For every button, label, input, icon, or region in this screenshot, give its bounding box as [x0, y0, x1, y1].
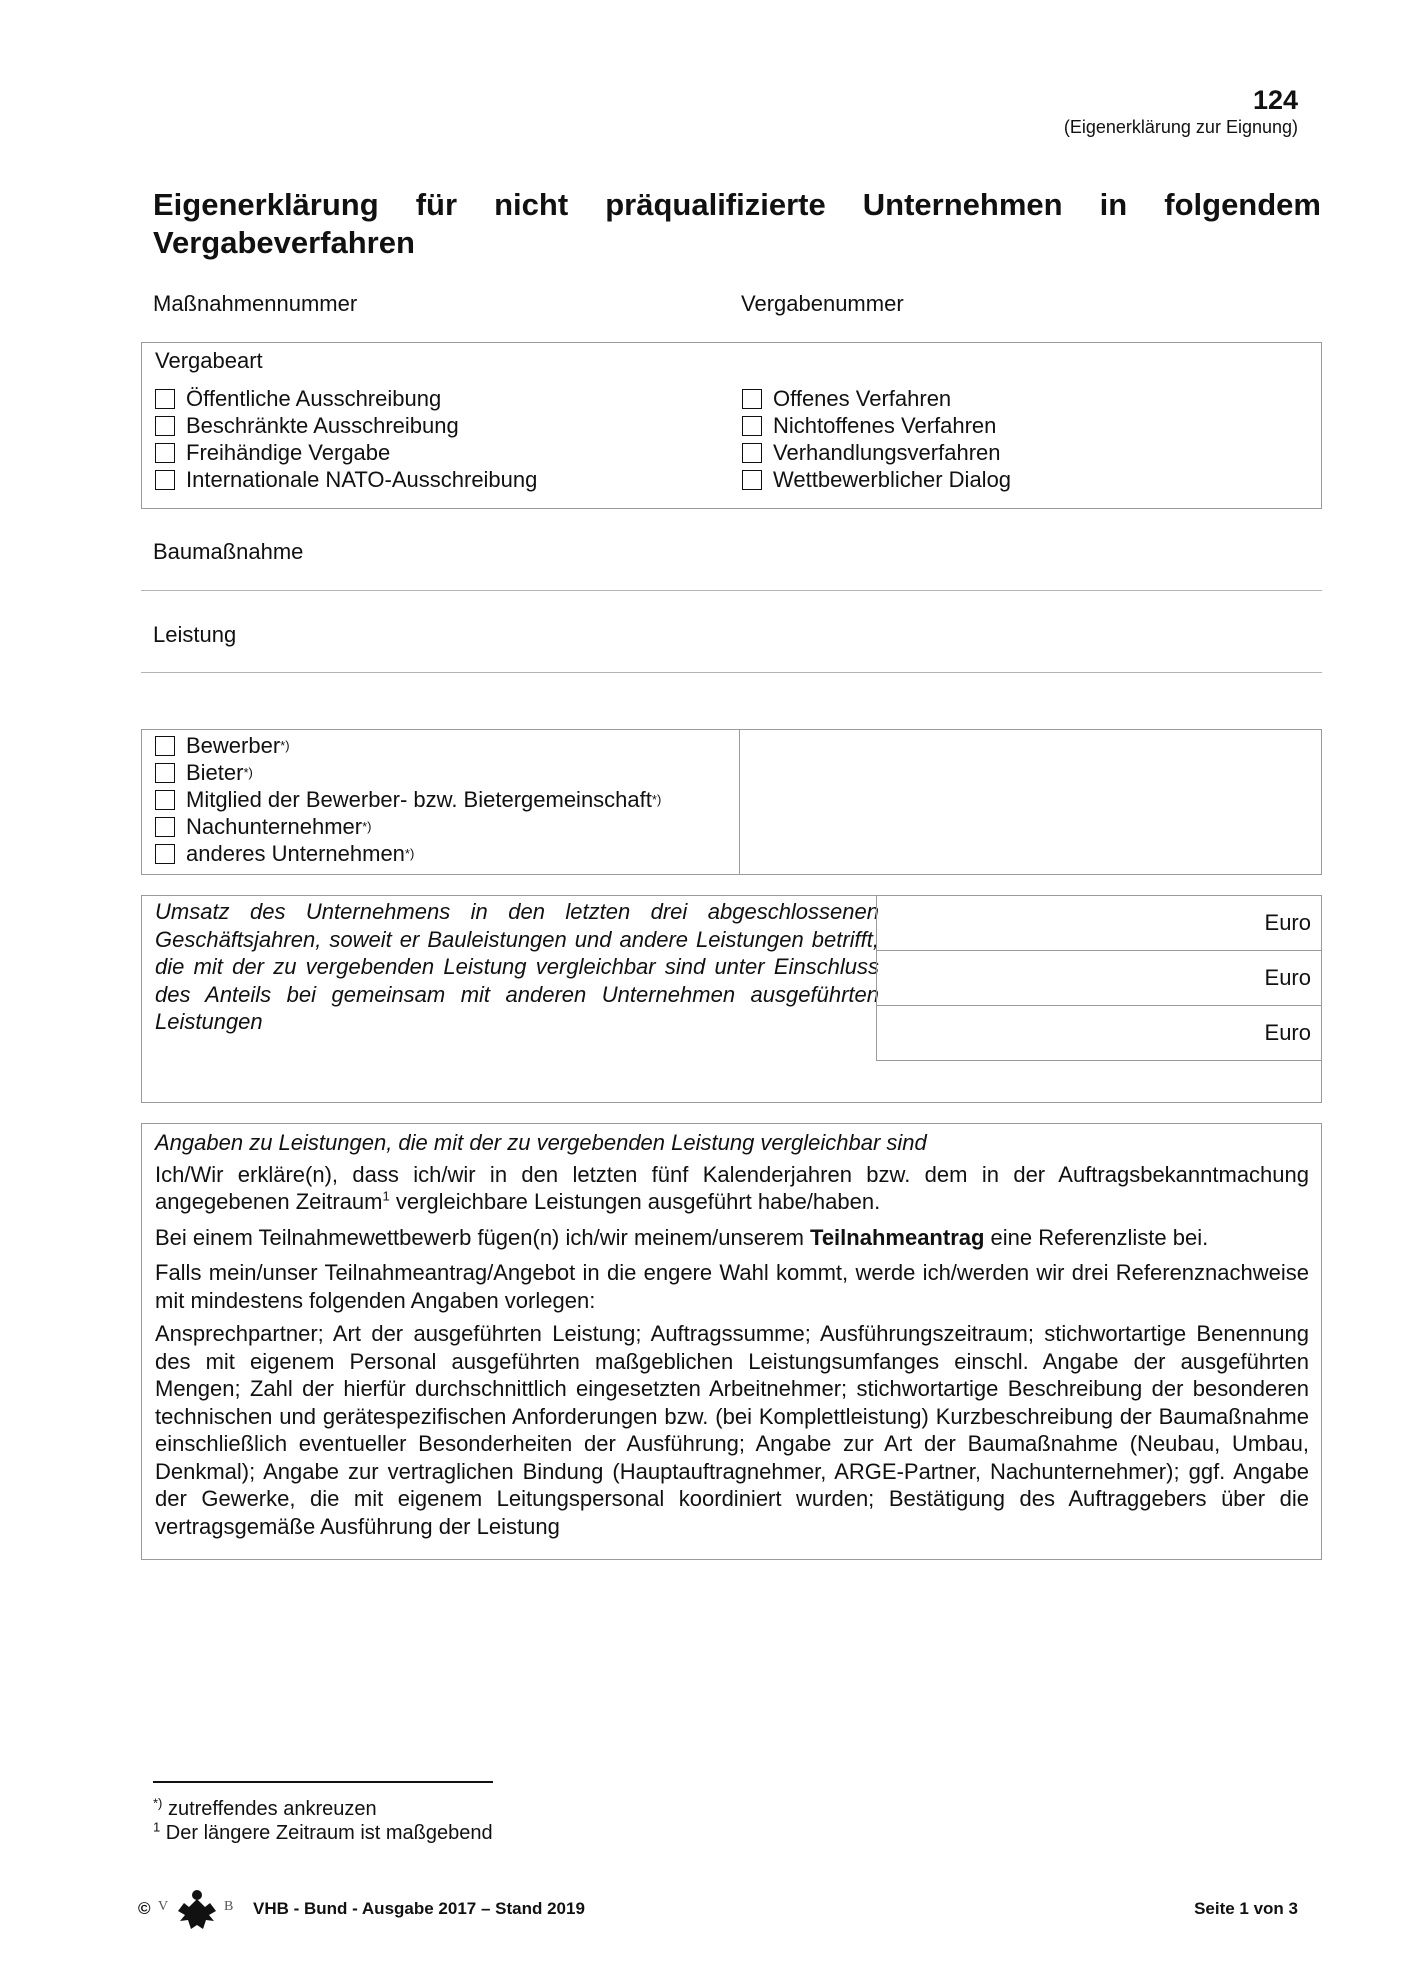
- footnote-separator: [153, 1781, 493, 1783]
- option-label: Nichtoffenes Verfahren: [773, 412, 997, 438]
- option-label: Nachunternehmer: [186, 813, 363, 839]
- vergabeart-label: Vergabeart: [155, 348, 263, 373]
- vergabeart-right-options: [742, 385, 1011, 493]
- checkbox-icon[interactable]: [155, 443, 175, 463]
- angaben-paragraph-2: [155, 1224, 1309, 1252]
- footnote-2: [153, 1821, 493, 1845]
- footnote-1: [153, 1797, 493, 1821]
- option-label: Bewerber: [186, 732, 281, 758]
- checkbox-icon[interactable]: [155, 817, 175, 837]
- umsatz-text: Umsatz des Unternehmens in den letzten drei abgeschlossenen Geschäftsjahren, soweit er Bauleistungen und andere Leistungen betrifft, die mit der zu vergebenden Leistung vergleichbar sind unter Einschluss des Anteils bei gemeinsam mit anderen Unternehmen ausgeführten Leistungen: [155, 899, 879, 1034]
- checkbox-icon[interactable]: [155, 790, 175, 810]
- vergabeart-box: [141, 342, 1322, 509]
- checkbox-option[interactable]: [155, 466, 537, 493]
- angaben-heading: Angaben zu Leistungen, die mit der zu vergebenden Leistung vergleichbar sind: [155, 1130, 927, 1155]
- baumassnahme-line[interactable]: [141, 590, 1322, 591]
- footnotes: [153, 1797, 493, 1845]
- checkbox-option[interactable]: Bieter *): [155, 759, 661, 786]
- checkbox-icon[interactable]: [155, 416, 175, 436]
- umsatz-year-3-field[interactable]: [876, 1005, 1322, 1061]
- page-title: Eigenerklärung für nicht präqualifizierte Unternehmen in folgendem Vergabeverfahren: [153, 187, 1321, 260]
- page-number: Seite 1 von 3: [1194, 1899, 1298, 1918]
- footnote-ref: 1: [382, 1188, 390, 1204]
- option-label: Beschränkte Ausschreibung: [186, 412, 459, 438]
- footnote-text: Der längere Zeitraum ist maßgebend: [160, 1822, 493, 1844]
- paragraph-text: vergleichbare Leistungen ausgeführt habe/haben.: [389, 1189, 881, 1214]
- checkbox-icon[interactable]: [155, 844, 175, 864]
- role-box-divider: [739, 730, 740, 874]
- checkbox-option[interactable]: [742, 466, 1011, 493]
- option-label: Wettbewerblicher Dialog: [773, 466, 1012, 492]
- copyright-symbol: ©: [138, 1899, 151, 1918]
- massnahmennummer-label: Maßnahmennummer: [153, 291, 358, 316]
- role-options: [155, 732, 661, 867]
- checkbox-option[interactable]: Nachunternehmer *): [155, 813, 661, 840]
- svg-text:B: B: [224, 1899, 234, 1914]
- edition-text: VHB - Bund - Ausgabe 2017 – Stand 2019: [253, 1899, 585, 1918]
- paragraph-text: eine Referenzliste bei.: [984, 1224, 1209, 1250]
- checkbox-option[interactable]: [742, 439, 1011, 466]
- checkbox-option[interactable]: [155, 439, 537, 466]
- currency-label: Euro: [1264, 1020, 1311, 1045]
- option-label: Mitglied der Bewerber- bzw. Bietergemeinschaft: [186, 786, 652, 812]
- angaben-paragraph-1: [155, 1161, 1309, 1216]
- option-label: Öffentliche Ausschreibung: [186, 385, 442, 411]
- checkbox-option[interactable]: [155, 412, 537, 439]
- option-label: Freihändige Vergabe: [186, 439, 391, 465]
- footnote-mark: *): [153, 1795, 163, 1811]
- checkbox-option[interactable]: Bewerber *): [155, 732, 661, 759]
- checkbox-icon[interactable]: [155, 763, 175, 783]
- checkbox-icon[interactable]: [742, 389, 762, 409]
- vergabeart-left-options: [155, 385, 537, 493]
- checkbox-icon[interactable]: [155, 470, 175, 490]
- checkbox-icon[interactable]: [155, 736, 175, 756]
- checkbox-option[interactable]: Mitglied der Bewerber- bzw. Bietergemeinschaft *): [155, 786, 661, 813]
- angaben-paragraph-3: Falls mein/unser Teilnahmeantrag/Angebot in die engere Wahl kommt, werde ich/werden wir drei Referenznachweise mit mindestens folgenden Angaben vorlegen:: [155, 1260, 1309, 1313]
- angaben-paragraph-4: Ansprechpartner; Art der ausgeführten Leistung; Auftragssumme; Ausführungszeitraum; stichwortartige Benennung des mit eigenem Personal ausgeführten maßgeblichen Leistungsumfanges einschl. Angabe der ausgeführten Mengen; Zahl der hierfür durchschnittlich eingesetzten Arbeitnehmer; stichwortartige Beschreibung der besonderen technischen und gerätespezifischen Anforderungen bzw. (bei Komplettleistung) Kurzbeschreibung der Baumaßnahme einschließlich eventueller Besonderheiten der Ausführung; Angabe zur Art der Baumaßnahme (Neubau, Umbau, Denkmal); Angabe zur vertraglichen Bindung (Hauptauftragnehmer, ARGE-Partner, Nachunternehmer); ggf. Angabe der Gewerke, die mit eigenem Leitungspersonal koordiniert wurden; Bestätigung des Auftraggebers über die vertragsgemäße Ausführung der Leistung: [155, 1321, 1309, 1539]
- form-subtitle: (Eigenerklärung zur Eignung): [1063, 117, 1298, 137]
- form-number: 124: [1252, 85, 1298, 115]
- option-label: anderes Unternehmen: [186, 840, 405, 866]
- footnote-text: zutreffendes ankreuzen: [162, 1798, 377, 1820]
- checkbox-icon[interactable]: [155, 389, 175, 409]
- role-box: [141, 729, 1322, 875]
- angaben-box: [141, 1123, 1322, 1560]
- eagle-logo-icon: [158, 1885, 236, 1933]
- leistung-line[interactable]: [141, 672, 1322, 673]
- paragraph-text: Bei einem Teilnahmewettbewerb fügen(n) ich/wir meinem/unserem: [155, 1224, 811, 1250]
- checkbox-icon[interactable]: [742, 443, 762, 463]
- option-label: Internationale NATO-Ausschreibung: [186, 466, 538, 492]
- checkbox-option[interactable]: [155, 385, 537, 412]
- checkbox-icon[interactable]: [742, 416, 762, 436]
- checkbox-icon[interactable]: [742, 470, 762, 490]
- currency-label: Euro: [1264, 910, 1311, 935]
- footnote-mark: 1: [153, 1819, 161, 1835]
- bold-term: Teilnahmeantrag: [810, 1224, 985, 1250]
- svg-text:V: V: [158, 1899, 169, 1914]
- option-label: Bieter: [186, 759, 244, 785]
- checkbox-option[interactable]: [742, 385, 1011, 412]
- umsatz-year-1-field[interactable]: [876, 895, 1322, 951]
- umsatz-year-2-field[interactable]: [876, 950, 1322, 1006]
- baumassnahme-label: Baumaßnahme: [153, 539, 304, 564]
- option-label: Offenes Verfahren: [773, 385, 952, 411]
- paragraph-text: Ich/Wir erkläre(n), dass ich/wir in den letzten fünf Kalenderjahren bzw. dem in der Auftragsbekanntmachung angegebenen Zeitraum: [155, 1161, 1309, 1214]
- option-label: Verhandlungsverfahren: [773, 439, 1001, 465]
- vergabenummer-label: Vergabenummer: [741, 291, 904, 316]
- leistung-label: Leistung: [153, 622, 237, 647]
- checkbox-option[interactable]: [742, 412, 1011, 439]
- currency-label: Euro: [1264, 965, 1311, 990]
- angaben-content: [155, 1129, 1309, 1540]
- checkbox-option[interactable]: anderes Unternehmen *): [155, 840, 661, 867]
